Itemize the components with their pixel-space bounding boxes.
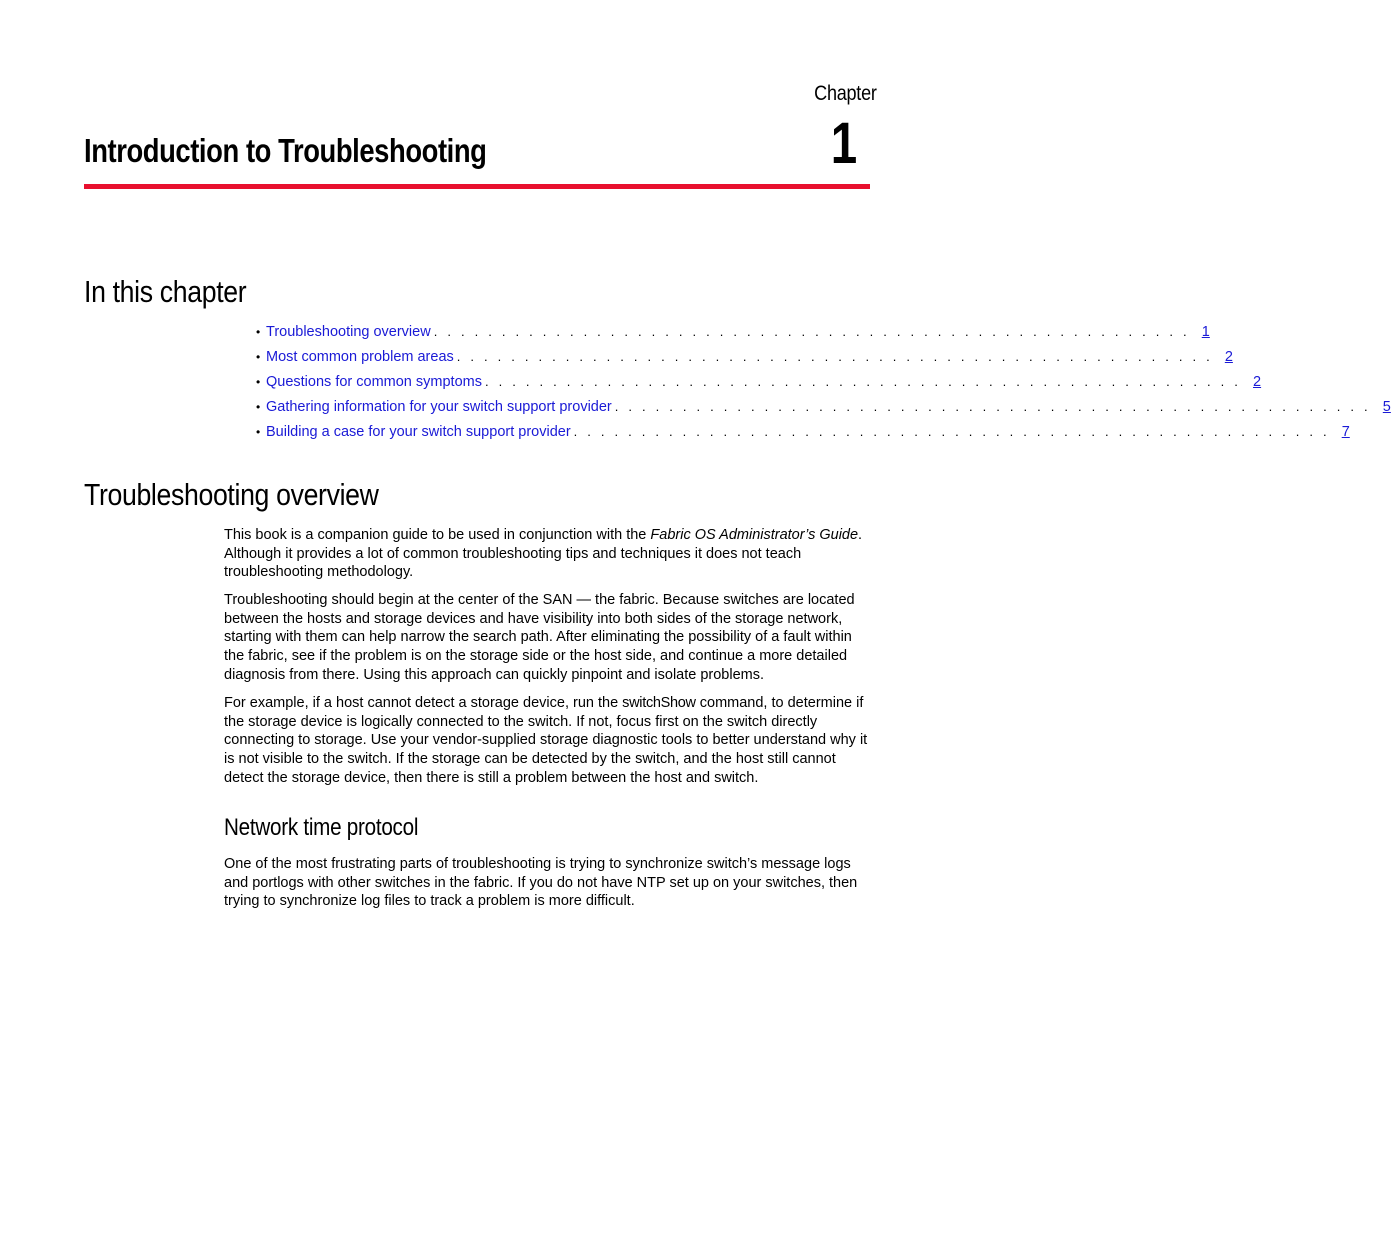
- ntp-paragraph-1: One of the most frustrating parts of troubleshooting is trying to synchronize switch’s message logs and portlogs with other switches in the fabric. If you do not have NTP set up on your switches, then trying to synchronize log files to track a problem is more difficult.: [224, 856, 858, 910]
- toc-bullet: •: [256, 350, 261, 364]
- toc-page-number[interactable]: 2: [1224, 349, 1233, 365]
- toc-bullet: •: [256, 425, 261, 439]
- toc-bullet: •: [256, 400, 261, 414]
- toc-item: [256, 347, 1233, 372]
- toc-link-most-common-problem-areas[interactable]: Most common problem areas: [266, 349, 454, 365]
- toc-link-troubleshooting-overview[interactable]: Troubleshooting overview: [266, 324, 431, 340]
- toc-item: [256, 372, 1262, 397]
- toc-bullet: •: [256, 325, 261, 339]
- chapter-number: 1: [830, 111, 857, 176]
- chapter-title: Introduction to Troubleshooting: [84, 132, 487, 169]
- toc-item: [256, 422, 1350, 447]
- overview-p1-text-start: This book is a companion guide to be used in conjunction with the: [224, 527, 651, 543]
- overview-paragraph-2: Troubleshooting should begin at the center of the SAN — the fabric. Because switches are located between the hosts and storage devices and have visibility into both sides of the storage network, starting with them can help narrow the search path. After eliminating the possibility of a fault within the fabric, see if the problem is on the storage side or the host side, and continue a more detailed diagnosis from there. Using this approach can quickly pinpoint and isolate problems.: [224, 592, 855, 683]
- toc-link-building-a-case[interactable]: Building a case for your switch support provider: [266, 424, 571, 440]
- toc-item: [256, 397, 1391, 422]
- toc-link-questions-for-common-symptoms[interactable]: Questions for common symptoms: [266, 374, 482, 390]
- network-time-protocol-heading: Network time protocol: [224, 814, 419, 841]
- toc-leader-dots: . . . . . . . . . . . . . . . . . . . . . . . . . . . . . . . . . . . . . . . . . . . . . . . . . . . . . . . .: [433, 324, 1190, 339]
- overview-paragraph-3: [224, 694, 870, 788]
- toc-page-number[interactable]: 5: [1382, 399, 1391, 415]
- toc-page-number[interactable]: 2: [1253, 374, 1262, 390]
- toc-item: [256, 322, 1210, 347]
- toc-leader-dots: . . . . . . . . . . . . . . . . . . . . . . . . . . . . . . . . . . . . . . . . . . . . . . . . . . . . . . . .: [456, 349, 1213, 364]
- toc-page-number[interactable]: 7: [1341, 424, 1350, 440]
- toc-leader-dots: . . . . . . . . . . . . . . . . . . . . . . . . . . . . . . . . . . . . . . . . . . . . . . . . . . . . . . . .: [614, 399, 1371, 414]
- toc-link-gathering-information[interactable]: Gathering information for your switch support provider: [266, 399, 612, 415]
- overview-p3-text-end: command, to determine if the storage device is logically connected to the switch. If not, focus first on the switch directly connecting to storage. Use your vendor-supplied storage diagnostic tools to better understand why it is not visible to the switch. If the storage can be detected by the switch, and the host still cannot detect the storage device, then there is still a problem between the host and switch.: [224, 695, 868, 786]
- troubleshooting-overview-heading: Troubleshooting overview: [84, 477, 379, 512]
- toc-page-number[interactable]: 1: [1201, 324, 1210, 340]
- chapter-label: Chapter: [814, 82, 877, 105]
- overview-paragraph-1: [224, 526, 870, 582]
- chapter-title-rule: [84, 184, 870, 189]
- guide-title: Fabric OS Administrator’s Guide: [650, 527, 859, 543]
- in-this-chapter-heading: In this chapter: [84, 274, 247, 309]
- overview-p3-text-start: For example, if a host cannot detect a storage device, run the: [224, 695, 623, 711]
- chapter-toc: [256, 322, 1391, 447]
- switchshow-command: switchShow: [622, 695, 696, 711]
- toc-leader-dots: . . . . . . . . . . . . . . . . . . . . . . . . . . . . . . . . . . . . . . . . . . . . . . . . . . . . . . . .: [484, 374, 1242, 389]
- toc-leader-dots: . . . . . . . . . . . . . . . . . . . . . . . . . . . . . . . . . . . . . . . . . . . . . . . . . . . . . . . .: [573, 424, 1330, 439]
- toc-bullet: •: [256, 375, 261, 389]
- overview-p1-text-end: . Although it provides a lot of common troubleshooting tips and techniques it does not teach troubleshooting methodology.: [224, 527, 863, 581]
